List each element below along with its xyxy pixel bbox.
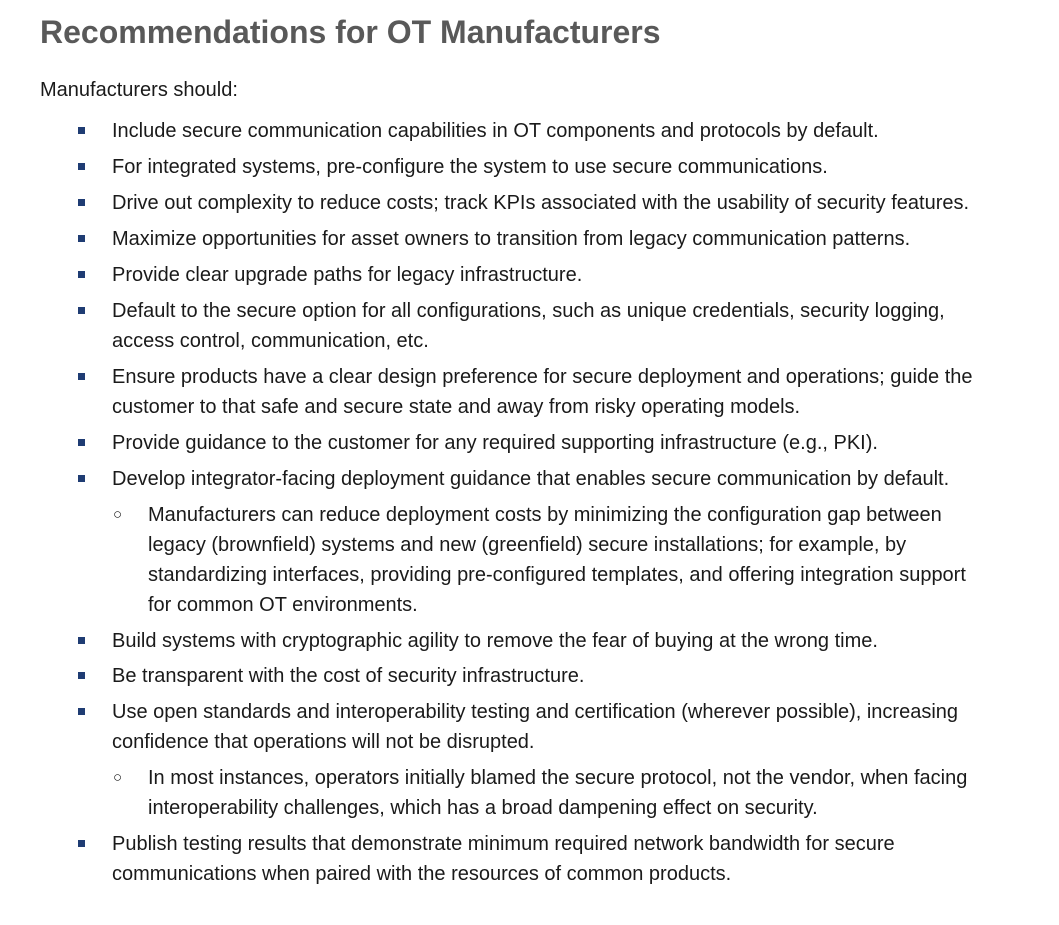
square-bullet-icon	[78, 672, 85, 679]
square-bullet-icon	[78, 637, 85, 644]
page-heading: Recommendations for OT Manufacturers	[40, 14, 661, 50]
sub-list-item-text: Manufacturers can reduce deployment costs by minimizing the configuration gap between legacy (brownfield) systems and new (greenfield) secure installations; for example, by standardizing interfaces, providing pre-configured templates, and offering integration support for common OT environments.	[148, 504, 966, 616]
square-bullet-icon	[78, 163, 85, 170]
square-bullet-icon	[78, 475, 85, 482]
hollow-circle-bullet-icon: ○	[113, 506, 123, 523]
intro-text: Manufacturers should:	[40, 79, 238, 101]
square-bullet-icon	[78, 235, 85, 242]
square-bullet-icon	[78, 307, 85, 314]
list-item-text: Include secure communication capabilities in OT components and protocols by default.	[112, 120, 879, 142]
list-item-text: Provide clear upgrade paths for legacy infrastructure.	[112, 264, 583, 286]
list-item-text: Provide guidance to the customer for any required supporting infrastructure (e.g., PKI).	[112, 432, 878, 454]
list-item-text: Use open standards and interoperability testing and certification (wherever possible), increasing confidence that operations will not be disrupted.	[112, 701, 959, 753]
list-item-text: Default to the secure option for all configurations, such as unique credentials, security logging, access control, communication, etc.	[112, 300, 945, 352]
list-item-text: Be transparent with the cost of security infrastructure.	[112, 665, 585, 687]
list-item-text: For integrated systems, pre-configure the system to use secure communications.	[112, 156, 828, 178]
list-item-text: Publish testing results that demonstrate minimum required network bandwidth for secure communications when paired with the resources of common products.	[112, 833, 895, 885]
square-bullet-icon	[78, 708, 85, 715]
hollow-circle-bullet-icon: ○	[113, 769, 123, 786]
list-item-text: Drive out complexity to reduce costs; track KPIs associated with the usability of security features.	[112, 192, 970, 214]
list-item-text: Ensure products have a clear design preference for secure deployment and operations; guide the customer to that safe and secure state and away from risky operating models.	[112, 366, 973, 418]
square-bullet-icon	[78, 373, 85, 380]
square-bullet-icon	[78, 840, 85, 847]
list-item-text: Maximize opportunities for asset owners to transition from legacy communication patterns.	[112, 228, 911, 250]
square-bullet-icon	[78, 271, 85, 278]
square-bullet-icon	[78, 439, 85, 446]
sub-list-item-text: In most instances, operators initially blamed the secure protocol, not the vendor, when facing interoperability challenges, which has a broad dampening effect on security.	[148, 767, 968, 819]
square-bullet-icon	[78, 127, 85, 134]
square-bullet-icon	[78, 199, 85, 206]
list-item-text: Build systems with cryptographic agility to remove the fear of buying at the wrong time.	[112, 630, 878, 652]
list-item-text: Develop integrator-facing deployment guidance that enables secure communication by default.	[112, 468, 950, 490]
